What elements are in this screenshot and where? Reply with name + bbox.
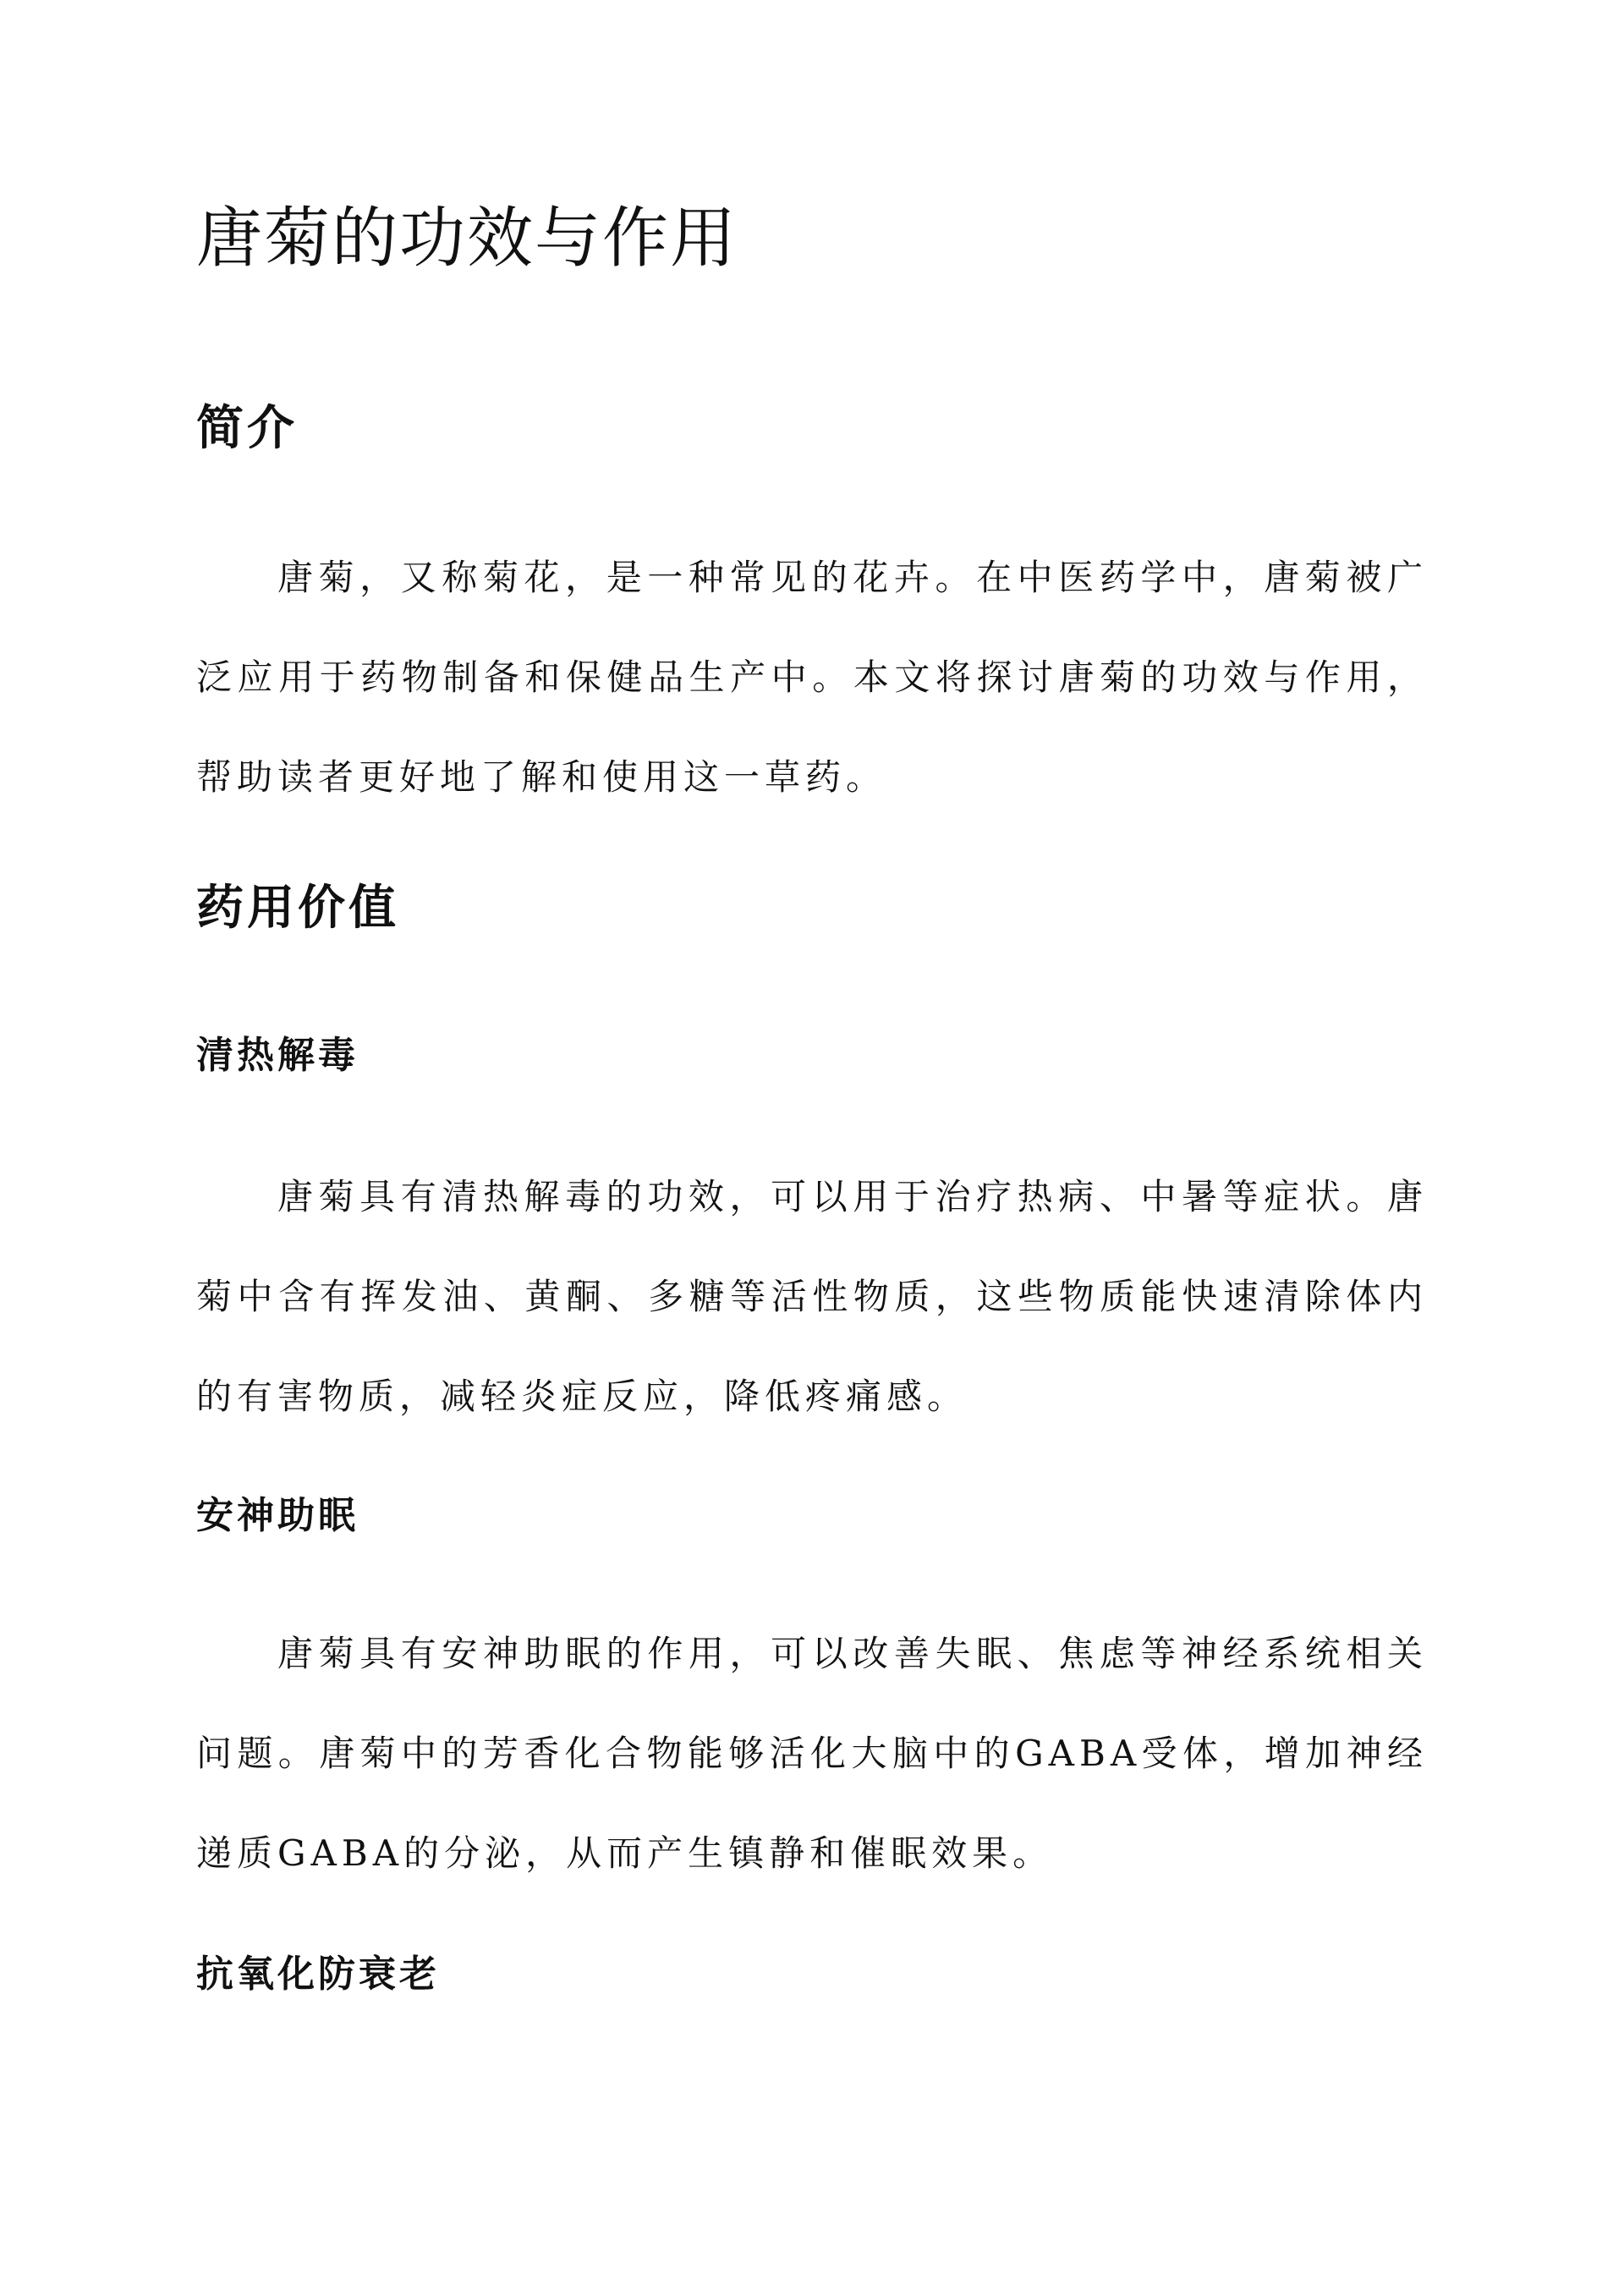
subsection-heading-antioxidant: 抗氧化防衰老 [196, 1953, 440, 1996]
detox-paragraph: 唐菊具有清热解毒的功效，可以用于治疗热病、中暑等症状。唐菊中含有挥发油、黄酮、多糖等活性物质，这些物质能快速清除体内的有害物质，减轻炎症反应，降低疼痛感。 [196, 1176, 1428, 1417]
intro-paragraph: 唐菊，又称菊花，是一种常见的花卉。在中医药学中，唐菊被广泛应用于药物制备和保健品生产中。本文将探讨唐菊的功效与作用，帮助读者更好地了解和使用这一草药。 [196, 557, 1428, 798]
subsection-heading-sleep: 安神助眠 [196, 1494, 359, 1537]
section-heading-intro: 简介 [196, 400, 298, 456]
section-heading-medicinal-value: 药用价值 [196, 880, 399, 936]
document-title: 唐菊的功效与作用 [196, 200, 738, 277]
sleep-paragraph: 唐菊具有安神助眠的作用，可以改善失眠、焦虑等神经系统相关问题。唐菊中的芳香化合物能够活化大脑中的GABA受体，增加神经递质GABA的分泌，从而产生镇静和催眠效果。 [196, 1633, 1428, 1874]
subsection-heading-detox: 清热解毒 [196, 1034, 359, 1077]
